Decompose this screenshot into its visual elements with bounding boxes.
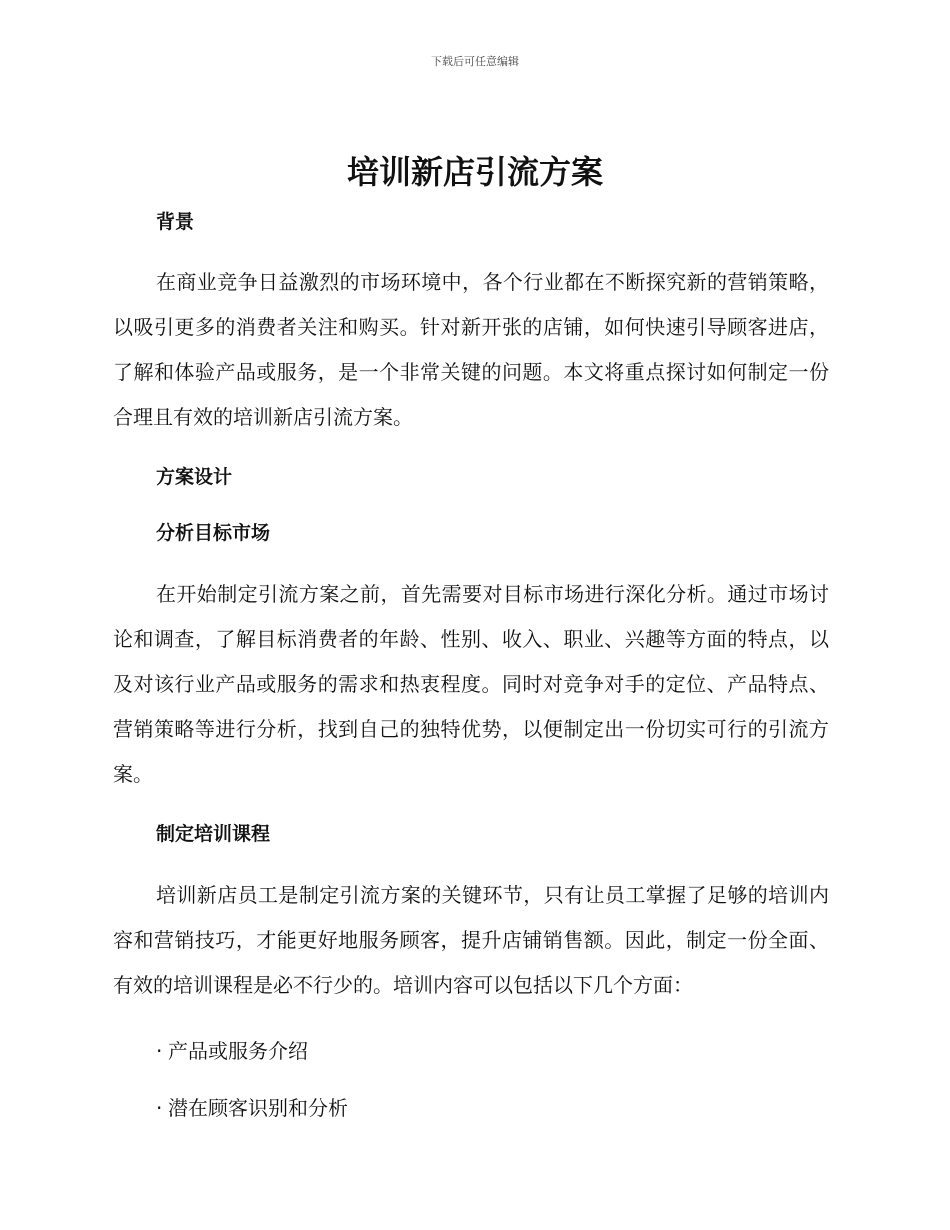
document-title: 培训新店引流方案 (346, 153, 603, 191)
section-heading-background: 背景 (156, 211, 195, 233)
bullet-marker: · (156, 1039, 163, 1063)
bullet-marker: · (156, 1096, 163, 1120)
section-heading-training: 制定培训课程 (156, 823, 271, 845)
document-body (113, 206, 829, 1124)
paragraph-market: 在开始制定引流方案之前，首先需要对目标市场进行深化分析。通过市场讨论和调查，了解目标消费者的年龄、性别、收入、职业、兴趣等方面的特点，以及对该行业产品或服务的需求和热衷程度。同时对竞争对手的定位、产品特点、营销策略等进行分析，找到自己的独特优势，以便制定出一份切实可行的引流方案。 (113, 582, 829, 786)
list-item-label: 潜在顾客识别和分析 (168, 1096, 348, 1120)
list-item (113, 1092, 829, 1124)
section-heading-design: 方案设计 (156, 466, 233, 488)
header-note: 下载后可任意编辑 (431, 55, 519, 68)
section-heading-market: 分析目标市场 (156, 522, 271, 544)
list-item (113, 1035, 829, 1067)
paragraph-background: 在商业竞争日益激烈的市场环境中，各个行业都在不断探究新的营销策略，以吸引更多的消费者关注和购买。针对新开张的店铺，如何快速引导顾客进店，了解和体验产品或服务，是一个非常关键的问题。本文将重点探讨如何制定一份合理且有效的培训新店引流方案。 (113, 270, 829, 429)
list-item-label: 产品或服务介绍 (168, 1039, 308, 1063)
paragraph-training: 培训新店员工是制定引流方案的关键环节，只有让员工掌握了足够的培训内容和营销技巧，才能更好地服务顾客，提升店铺销售额。因此，制定一份全面、有效的培训课程是必不行少的。培训内容可以包括以下几个方面： (113, 883, 829, 997)
